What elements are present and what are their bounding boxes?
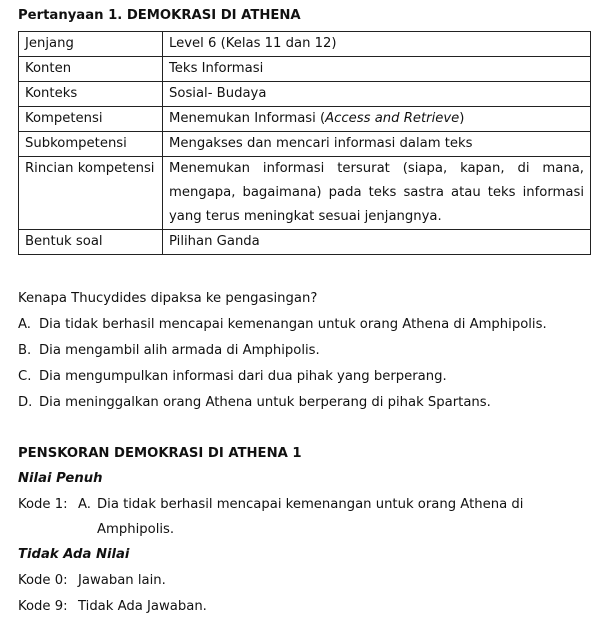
table-row bbox=[19, 57, 591, 82]
row-key-bentuk-soal: Bentuk soal bbox=[19, 230, 163, 255]
row-key-kompetensi: Kompetensi bbox=[19, 107, 163, 132]
code-9-label: Kode 9: bbox=[18, 599, 68, 614]
table-row bbox=[19, 107, 591, 132]
question-title: Pertanyaan 1. DEMOKRASI DI ATHENA bbox=[18, 8, 301, 23]
option-text: Dia tidak berhasil mencapai kemenangan untuk orang Athena di Amphipolis. bbox=[39, 317, 547, 332]
option-text: Dia mengambil alih armada di Amphipolis. bbox=[39, 343, 320, 358]
code-1-continuation: Amphipolis. bbox=[97, 522, 175, 537]
table-row bbox=[19, 82, 591, 107]
kompetensi-prefix: Menemukan Informasi ( bbox=[169, 111, 326, 126]
row-value-konten: Teks Informasi bbox=[163, 57, 591, 82]
table-row bbox=[19, 230, 591, 255]
scoring-heading: PENSKORAN DEMOKRASI DI ATHENA 1 bbox=[18, 446, 302, 461]
option-c bbox=[18, 367, 447, 387]
code-0-text: Jawaban lain. bbox=[78, 573, 166, 588]
no-credit-label: Tidak Ada Nilai bbox=[18, 547, 130, 562]
row-value-jenjang: Level 6 (Kelas 11 dan 12) bbox=[163, 32, 591, 57]
row-value-kompetensi bbox=[163, 107, 591, 132]
row-value-bentuk-soal: Pilihan Ganda bbox=[163, 230, 591, 255]
option-d bbox=[18, 393, 491, 413]
table-row bbox=[19, 157, 591, 230]
kompetensi-suffix: ) bbox=[459, 111, 465, 126]
kompetensi-italic: Access and Retrieve bbox=[325, 111, 460, 126]
row-key-konteks: Konteks bbox=[19, 82, 163, 107]
row-value-subkompetensi: Mengakses dan mencari informasi dalam teks bbox=[163, 132, 591, 157]
competency-table bbox=[18, 31, 591, 255]
row-key-konten: Konten bbox=[19, 57, 163, 82]
row-value-rincian-kompetensi: Menemukan informasi tersurat (siapa, kapan, di mana, mengapa, bagaimana) pada teks sastra atau teks informasi yang terus meningkat sesuai jenjangnya. bbox=[163, 157, 591, 230]
table-row bbox=[19, 32, 591, 57]
question-text: Kenapa Thucydides dipaksa ke pengasingan? bbox=[18, 291, 318, 306]
option-text: Dia meninggalkan orang Athena untuk berperang di pihak Spartans. bbox=[39, 395, 491, 410]
code-1-text: Dia tidak berhasil mencapai kemenangan untuk orang Athena di bbox=[97, 497, 524, 512]
code-9-line bbox=[18, 597, 207, 617]
option-text: Dia mengumpulkan informasi dari dua pihak yang berperang. bbox=[39, 369, 447, 384]
row-value-konteks: Sosial- Budaya bbox=[163, 82, 591, 107]
code-1-option: A. bbox=[78, 497, 91, 512]
row-key-subkompetensi: Subkompetensi bbox=[19, 132, 163, 157]
option-letter: A. bbox=[18, 317, 31, 332]
code-1-label: Kode 1: bbox=[18, 497, 68, 512]
full-credit-label: Nilai Penuh bbox=[18, 471, 103, 486]
code-9-text: Tidak Ada Jawaban. bbox=[78, 599, 207, 614]
option-b bbox=[18, 341, 320, 361]
option-a bbox=[18, 315, 547, 335]
code-0-line bbox=[18, 571, 166, 591]
option-letter: D. bbox=[18, 395, 33, 410]
code-1-line bbox=[18, 495, 523, 515]
row-key-rincian-kompetensi: Rincian kompetensi bbox=[19, 157, 163, 230]
code-0-label: Kode 0: bbox=[18, 573, 68, 588]
row-key-jenjang: Jenjang bbox=[19, 32, 163, 57]
option-letter: B. bbox=[18, 343, 32, 358]
table-row bbox=[19, 132, 591, 157]
option-letter: C. bbox=[18, 369, 32, 384]
